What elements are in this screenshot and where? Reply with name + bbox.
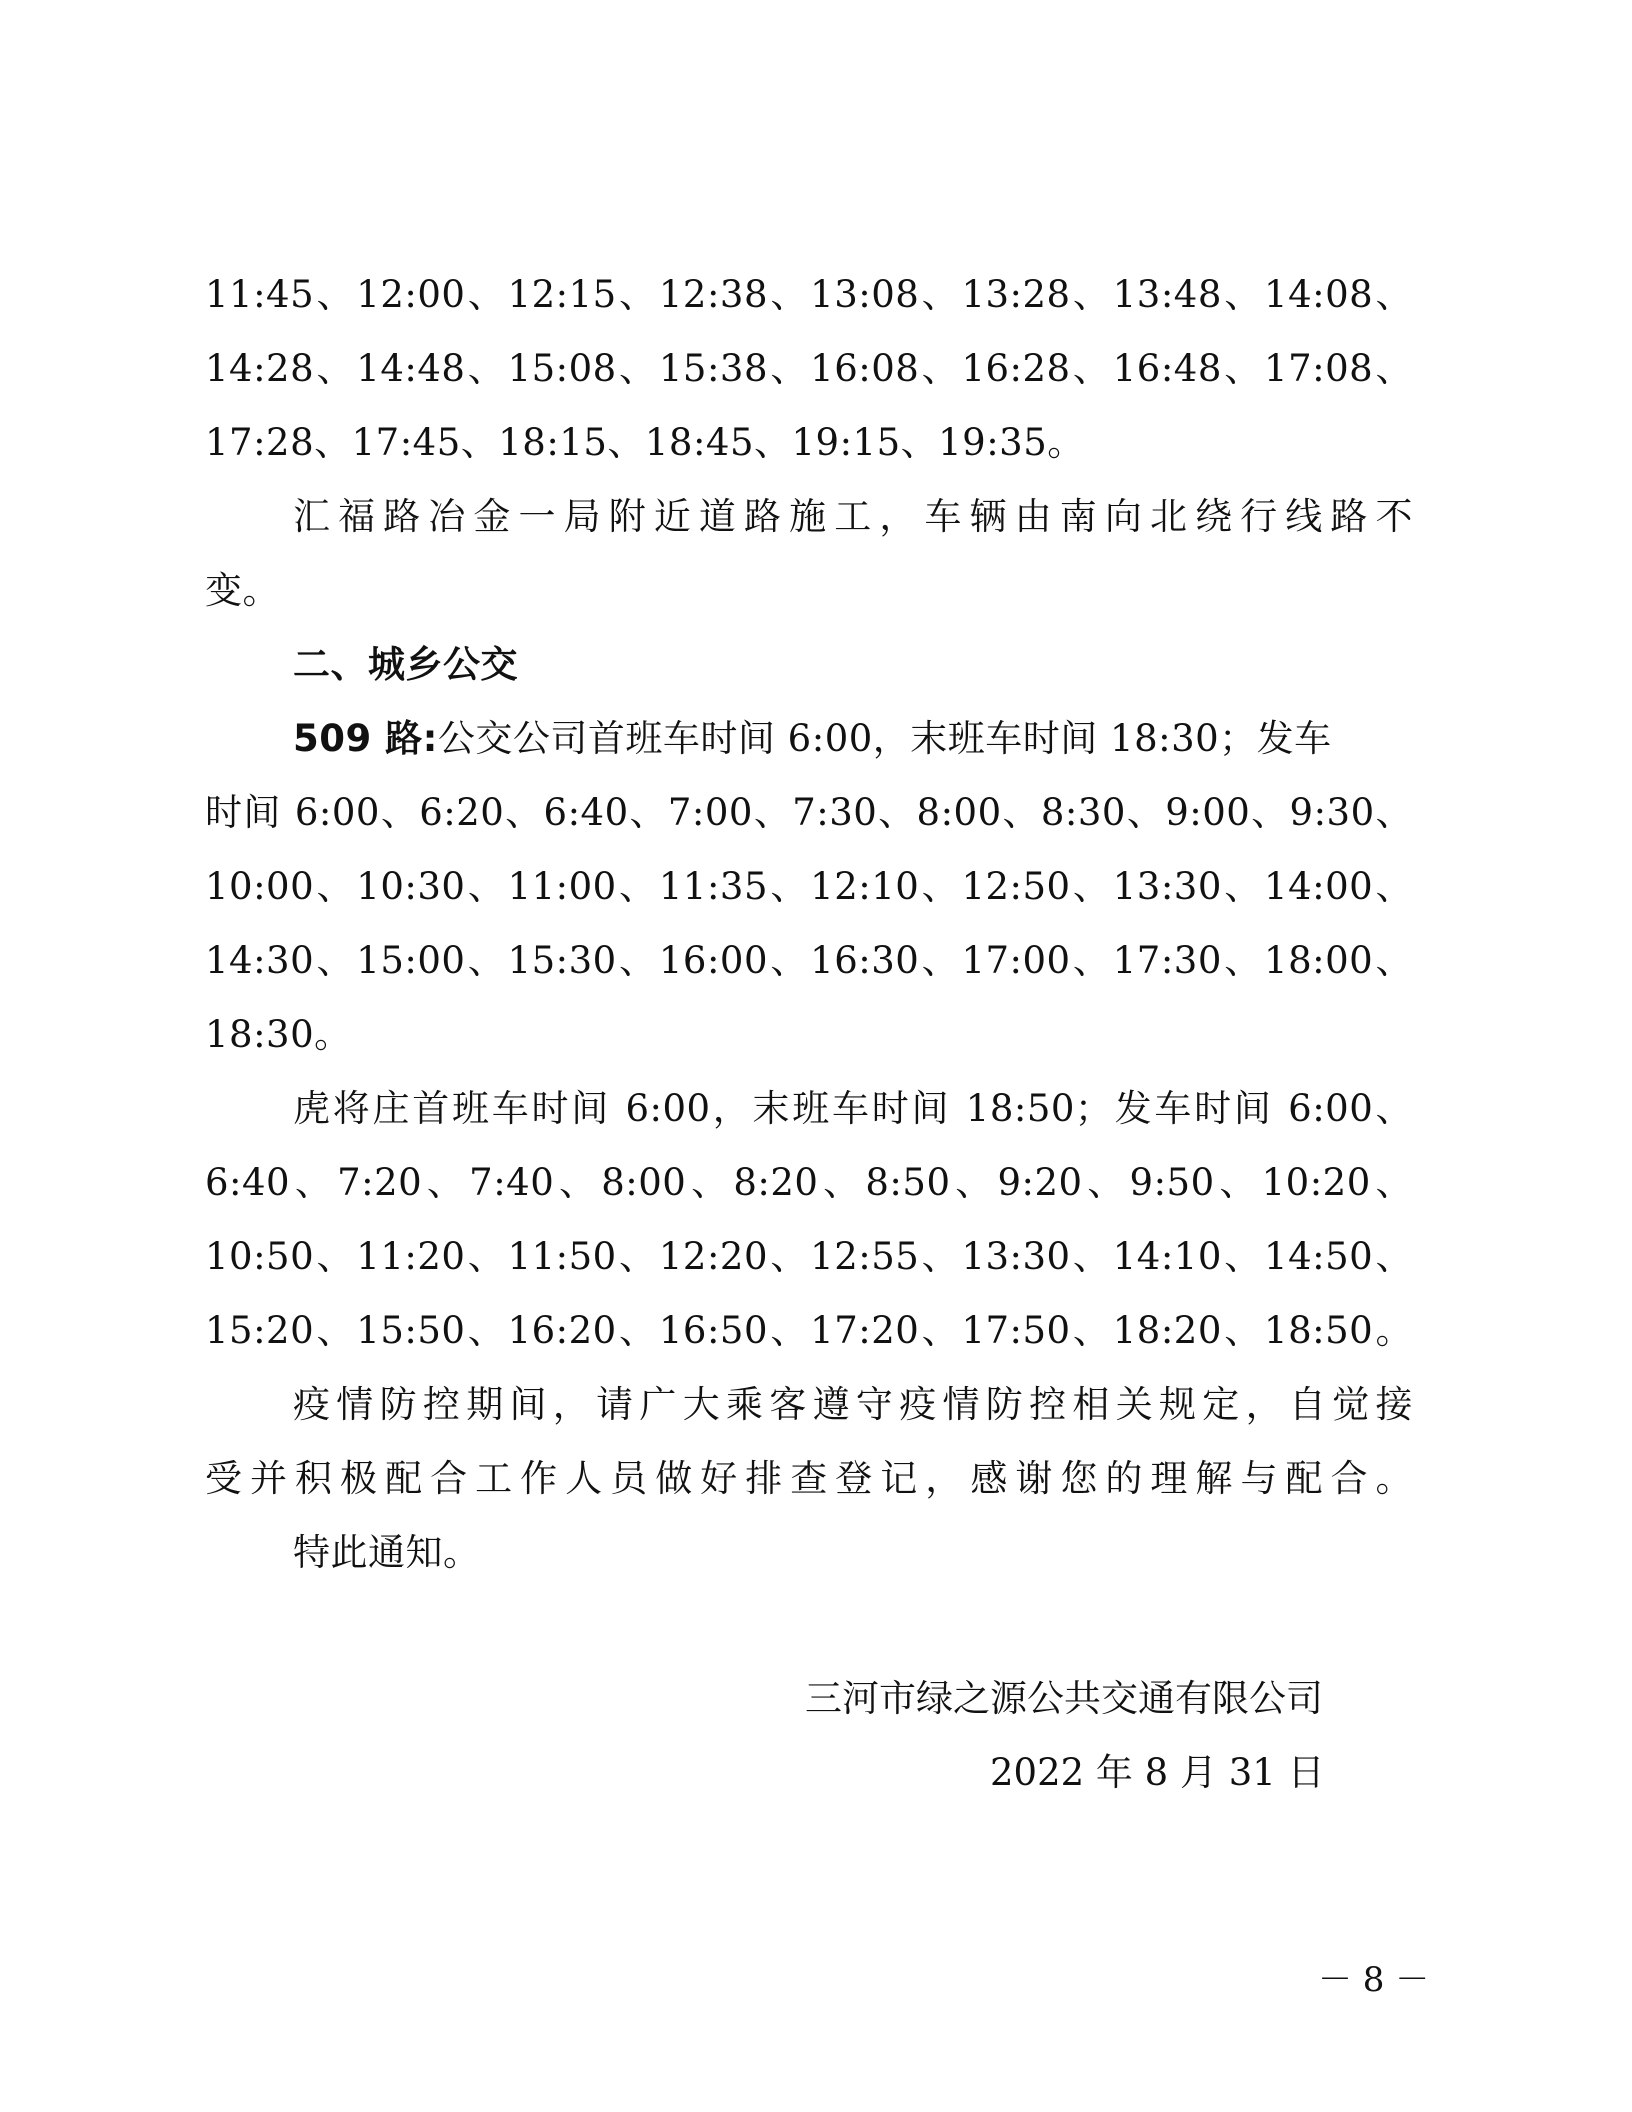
page-number: － 8 － xyxy=(1318,1960,1430,2000)
hujiangzhuang-first-line: 虎将庄首班车时间 6:00，末班车时间 18:50；发车时间 6:00、 xyxy=(293,1087,1413,1130)
route-509-first-line-text: 公交公司首班车时间 6:00，末班车时间 18:30；发车 xyxy=(437,717,1332,760)
route-509-label: 509 路: xyxy=(293,717,438,760)
hujiangzhuang-line: 15:20、15:50、16:20、16:50、17:20、17:50、18:20、18:50。 xyxy=(205,1309,1413,1352)
schedule-line: 11:45、12:00、12:15、12:38、13:08、13:28、13:48、14:08、 xyxy=(205,273,1413,316)
section-heading: 二、城乡公交 xyxy=(293,643,518,686)
hujiangzhuang-line: 10:50、11:20、11:50、12:20、12:55、13:30、14:10、14:50、 xyxy=(205,1235,1413,1278)
route-509-line: 18:30。 xyxy=(205,1013,352,1056)
schedule-line: 14:28、14:48、15:08、15:38、16:08、16:28、16:48、17:08、 xyxy=(205,347,1413,390)
route-509-line: 10:00、10:30、11:00、11:35、12:10、12:50、13:30、14:00、 xyxy=(205,865,1413,908)
epidemic-notice-line: 疫情防控期间，请广大乘客遵守疫情防控相关规定，自觉接 xyxy=(293,1383,1413,1426)
detour-notice-line: 汇福路冶金一局附近道路施工，车辆由南向北绕行线路不 xyxy=(293,495,1413,538)
schedule-line: 17:28、17:45、18:15、18:45、19:15、19:35。 xyxy=(205,421,1085,464)
issue-date: 2022 年 8 月 31 日 xyxy=(990,1751,1325,1794)
detour-notice-line: 变。 xyxy=(205,569,280,612)
hujiangzhuang-line: 6:40、7:20、7:40、8:00、8:20、8:50、9:20、9:50、10:20、 xyxy=(205,1161,1413,1204)
route-509-line: 时间 6:00、6:20、6:40、7:00、7:30、8:00、8:30、9:00、9:30、 xyxy=(205,791,1413,834)
route-509-line: 14:30、15:00、15:30、16:00、16:30、17:00、17:30、18:00、 xyxy=(205,939,1413,982)
epidemic-notice-line: 受并积极配合工作人员做好排查登记，感谢您的理解与配合。 xyxy=(205,1457,1413,1500)
issuer-signature: 三河市绿之源公共交通有限公司 xyxy=(805,1677,1323,1720)
route-509-first-line xyxy=(205,702,1413,776)
closing-text: 特此通知。 xyxy=(293,1531,481,1574)
document-body xyxy=(205,258,1413,1590)
